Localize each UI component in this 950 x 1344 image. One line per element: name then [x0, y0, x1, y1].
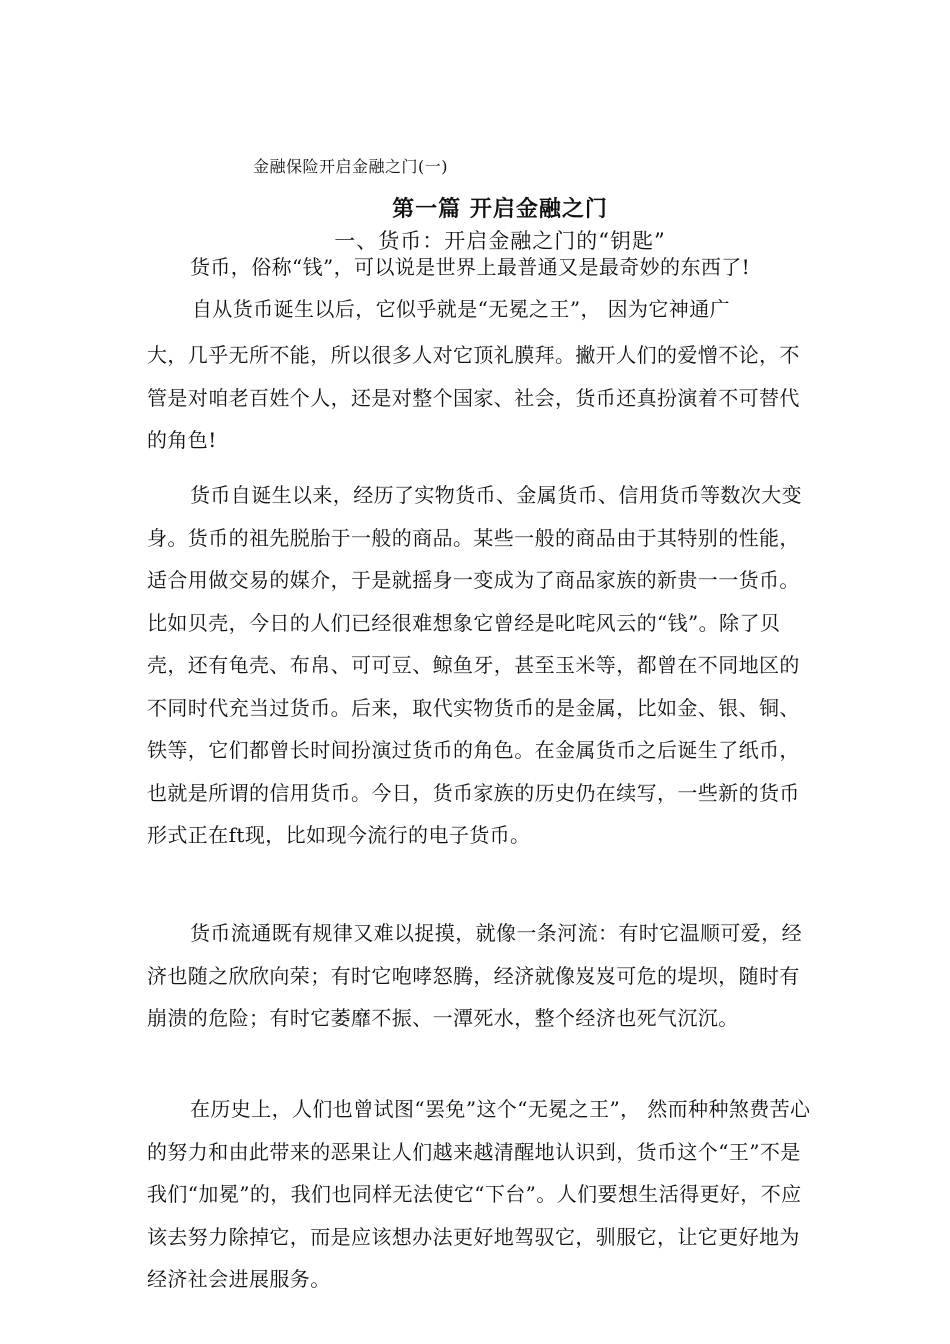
paragraph-2-first-line: 自从货币诞生以后，它似乎就是“无冕之王”， 因为它神通广 [192, 297, 731, 321]
paragraph-4: 货币流通既有规律又难以捉摸，就像一条河流：有时它温顺可爱，经济也随之欣欣向荣；有时它咆哮怒腾，经济就像岌岌可危的堤坝，随时有崩溃的危险；有时它萎靡不振、一潭死水，整个经济也死气沉沉。 [147, 921, 802, 1030]
paragraph-5: 在历史上，人们也曾试图“罢免”这个“无冕之王”， 然而种种煞费苦心的努力和由此带来的恶果让人们越来越清醒地认识到，货币这个“王”不是我们“加冕”的，我们也同样无法使它“下台”。人们要想生活得更好，不应该去努力除掉它，而是应该想办法更好地驾驭它，驯服它，让它更好地为经济社会进展服务。 [147, 1097, 811, 1291]
paragraph-2-continuation: 大，几乎无所不能，所以很多人对它顶礼膜拜。撇开人们的爱憎不论，不管是对咱老百姓个人，还是对整个国家、社会，货币还真扮演着不可替代的角色! [147, 343, 800, 452]
paragraph-3: 货币自诞生以来，经历了实物货币、金属货币、信用货币等数次大变身。货币的祖先脱胎于一般的商品。某些一般的商品由于其特别的性能，适合用做交易的媒介，于是就摇身一变成为了商品家族的新贵一一货币。比如贝壳，今日的人们已经很难想象它曾经是叱咤风云的“钱”。除了贝壳，还有龟壳、布帛、可可豆、鲸鱼牙，甚至玉米等，都曾在不同地区的不同时代充当过货币。后来，取代实物货币的是金属，比如金、银、铜、铁等，它们都曾长时间扮演过货币的角色。在金属货币之后诞生了纸币，也就是所谓的信用货币。今日，货币家族的历史仍在续写，一些新的货币形式正在ft现，比如现今流行的电子货币。 [147, 483, 802, 847]
paragraph-1: 货币，俗称“钱”，可以说是世界上最普通又是最奇妙的东西了! [190, 255, 751, 279]
chapter-title: 第一篇 开启金融之门 [392, 197, 608, 222]
document-header: 金融保险开启金融之门(一) [253, 157, 448, 176]
section-title: 一、货币：开启金融之门的“钥匙” [334, 229, 666, 253]
